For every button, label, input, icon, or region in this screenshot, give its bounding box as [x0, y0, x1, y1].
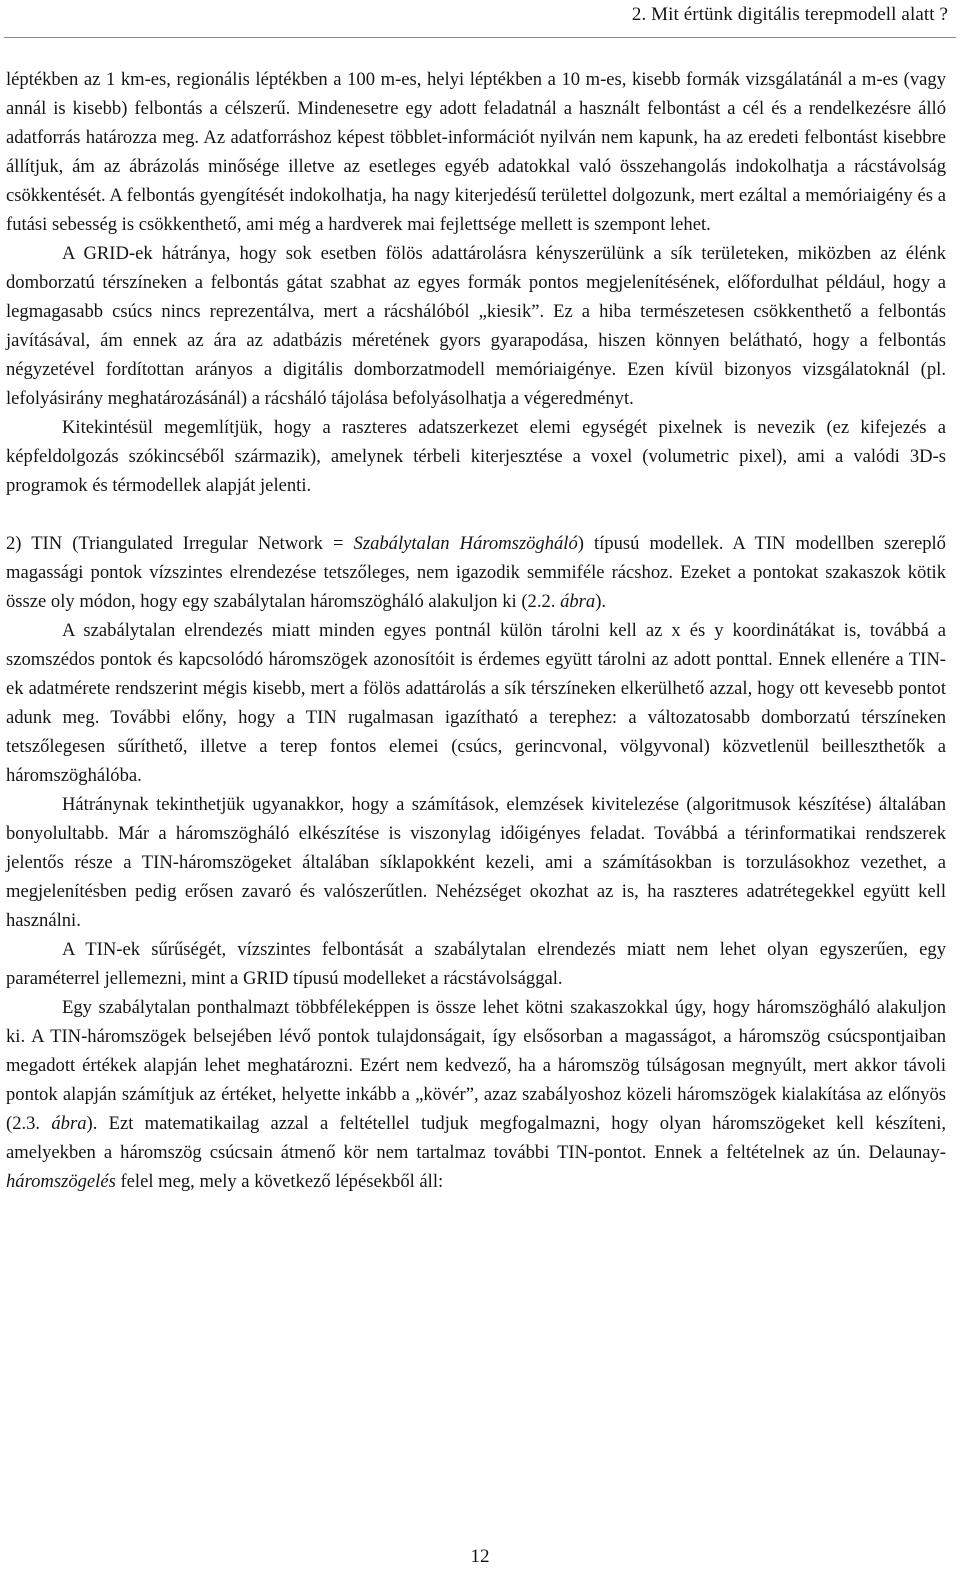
text-run: ) típusú modellek. A TIN modellben szereplő magassági pontok vízszintes elrendezése tetszőleges, nem igazodik semmiféle rácshoz. Ezeket a pontokat szakaszok kötik össze oly módon, hogy egy szabálytalan háromszögháló alakuljon ki (2.2.	[6, 533, 946, 612]
text-run: A GRID-ek hátránya, hogy sok esetben fölös adattárolásra kényszerülünk a sík területeken, miközben az élénk domborzatú térszíneken a felbontás gátat szabhat az egyes formák pontos megjelenítésének, előfordulhat például, hogy a legmagasabb csúcs nincs reprezentálva, mert a rácshálóból „kiesik”. Ez a hiba természetesen csökkenthető a felbontás javításával, ám ennek az ára az adatbázis méretének gyors gyarapodása, hiszen könnyen belátható, hogy a felbontás négyzetével fordítottan arányos a digitális domborzatmodell memóriaigénye. Ezen kívül bizonyos vizsgálatoknál (pl. lefolyásirány meghatározásánál) a rácsháló tájolása befolyásolhatja a végeredményt.	[6, 243, 946, 409]
paragraph	[6, 413, 946, 500]
paragraph	[6, 616, 946, 790]
text-run: ). Ezt matematikailag azzal a feltétellel tudjuk megfogalmazni, hogy olyan háromszögeket kell készíteni, amelyekben a háromszög csúcsain átmenő kör nem tartalmaz további TIN-pontot. Ennek a feltételnek az ún. Delaunay-	[6, 1113, 947, 1163]
text-run: léptékben az 1 km-es, regionális léptékben a 100 m-es, helyi léptékben a 10 m-es, kisebb formák vizsgálatánál a m-es (vagy annál is kisebb) felbontás a célszerű. Mindenesetre egy adott feladatnál a használt felbontást a cél és a rendelkezésre álló adatforrás határozza meg. Az adatforráshoz képest többlet-információt nyilván nem kapunk, ha az eredeti felbontást kisebbre állítjuk, ám az ábrázolás minősége illetve az esetleges egyéb adatokkal való összehangolás indokolhatja a rácstávolság csökkentését. A felbontás gyengítését indokolhatja, ha nagy kiterjedésű területtel dolgozunk, mert ezáltal a memóriaigény és a futási sebesség is csökkenthető, ami még a hardverek mai fejlettsége mellett is szempont lehet.	[6, 69, 946, 235]
text-run: 2) TIN (Triangulated Irregular Network =	[6, 533, 354, 554]
paragraph	[6, 935, 946, 993]
page-number: 12	[470, 1546, 490, 1567]
paragraph-gap	[6, 500, 946, 529]
running-header	[0, 0, 960, 38]
italic-text: ábra	[51, 1113, 87, 1134]
text-run: Hátránynak tekinthetjük ugyanakkor, hogy a számítások, elemzések kivitelezése (algoritmusok készítése) általában bonyolultabb. Már a háromszögháló elkészítése is viszonylag időigényes feladat. Továbbá a térinformatikai rendszerek jelentős része a TIN-háromszögeket általában síklapokként kezeli, ami a számításokban is torzulásokhoz vezethet, a megjelenítésben pedig erősen zavaró és valószerűtlen. Nehézséget okozhat az is, ha raszteres adatrétegekkel együtt kell használni.	[6, 794, 946, 931]
running-title: 2. Mit értünk digitális terepmodell alatt ?	[631, 4, 948, 25]
paragraph	[6, 65, 946, 239]
text-run: A TIN-ek sűrűségét, vízszintes felbontását a szabálytalan elrendezés miatt nem lehet olyan egyszerűen, egy paraméterrel jellemezni, mint a GRID típusú modelleket a rácstávolsággal.	[6, 939, 946, 989]
text-run: ).	[595, 591, 607, 612]
paragraph	[6, 993, 946, 1196]
text-run: Egy szabálytalan ponthalmazt többféleképpen is össze lehet kötni szakaszokkal úgy, hogy háromszögháló alakuljon ki. A TIN-háromszögek belsejében lévő pontok tulajdonságait, így elsősorban a magasságot, a háromszög csúcspontjaiban megadott értékek alapján lehet meghatározni. Ezért nem kedvező, ha a háromszög túlságosan megnyúlt, mert akkor távoli pontok alapján számítjuk az értéket, helyette inkább a „kövér”, azaz szabályoshoz közeli háromszögek kialakítása az előnyös (2.3.	[6, 997, 946, 1134]
text-run: felel meg, mely a következő lépésekből áll:	[115, 1171, 444, 1192]
italic-text: háromszögelés	[6, 1171, 116, 1192]
paragraph	[6, 790, 946, 935]
paragraph	[6, 529, 946, 616]
italic-text: ábra	[560, 591, 596, 612]
text-run: Kitekintésül megemlítjük, hogy a raszteres adatszerkezet elemi egységét pixelnek is nevezik (ez kifejezés a képfeldolgozás szókincséből származik), amelynek térbeli kiterjesztése a voxel (volumetric pixel), ami a valódi 3D-s programok és térmodellek alapját jelenti.	[6, 417, 946, 496]
italic-text: Szabálytalan Háromszögháló	[353, 533, 578, 554]
body-text	[6, 65, 946, 1196]
header-rule	[4, 37, 956, 38]
text-run: A szabálytalan elrendezés miatt minden egyes pontnál külön tárolni kell az x és y koordinátákat is, továbbá a szomszédos pontok és kapcsolódó háromszögek azonosítóit is érdemes együtt tárolni az adott ponttal. Ennek ellenére a TIN-ek adatmérete rendszerint mégis kisebb, mert a fölös adattárolás a sík térszíneken elkerülhető azzal, hogy ott kevesebb pontot adunk meg. További előny, hogy a TIN rugalmasan igazítható a terephez: a változatosabb domborzatú térszíneken tetszőlegesen sűríthető, illetve a terep fontos elemei (csúcs, gerincvonal, völgyvonal) közvetlenül beilleszthetők a háromszöghálóba.	[6, 620, 946, 786]
paragraph	[6, 239, 946, 413]
